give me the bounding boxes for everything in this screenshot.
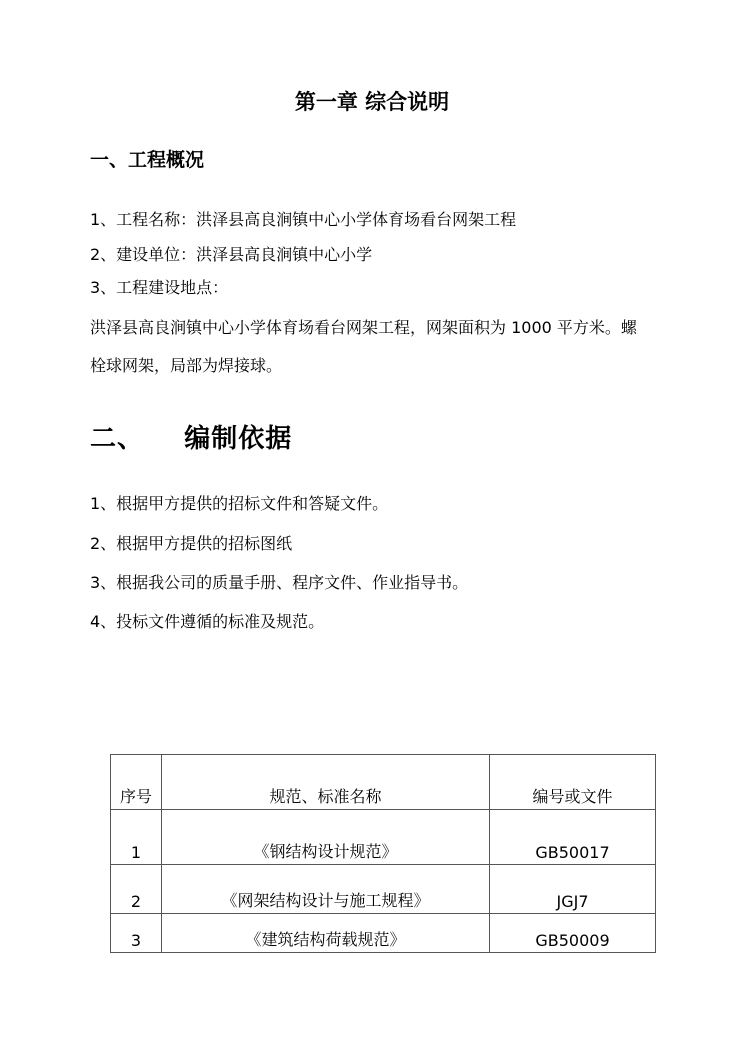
location-paragraph-line-2: 栓球网架，局部为焊接球。 [90, 356, 283, 375]
table-header-row [111, 755, 656, 810]
header-standard-name: 规范、标准名称 [162, 755, 490, 810]
header-index: 序号 [111, 755, 162, 810]
cell-index: 3 [111, 914, 162, 953]
cell-index: 2 [111, 865, 162, 914]
header-code: 编号或文件 [490, 755, 656, 810]
cell-index: 1 [111, 810, 162, 865]
basis-item-2: 2、根据甲方提供的招标图纸 [90, 534, 293, 553]
basis-item-3: 3、根据我公司的质量手册、程序文件、作业指导书。 [90, 573, 469, 592]
location-label-line: 3、工程建设地点： [90, 278, 229, 297]
table-row [111, 810, 656, 865]
basis-item-4: 4、投标文件遵循的标准及规范。 [90, 612, 325, 631]
cell-standard-name: 《网架结构设计与施工规程》 [162, 865, 490, 914]
section-heading-overview: 一、工程概况 [90, 149, 205, 171]
chapter-title: 第一章 综合说明 [294, 90, 450, 114]
cell-code: GB50009 [490, 914, 656, 953]
table-row [111, 865, 656, 914]
client-line: 2、建设单位：洪泽县高良涧镇中心小学 [90, 245, 373, 264]
standards-table [110, 754, 656, 953]
location-paragraph-line-1: 洪泽县高良涧镇中心小学体育场看台网架工程，网架面积为 1000 平方米。螺 [90, 318, 637, 337]
cell-code: GB50017 [490, 810, 656, 865]
table-row [111, 914, 656, 953]
project-name-line: 1、工程名称：洪泽县高良涧镇中心小学体育场看台网架工程 [90, 210, 517, 229]
cell-standard-name: 《建筑结构荷载规范》 [162, 914, 490, 953]
cell-standard-name: 《钢结构设计规范》 [162, 810, 490, 865]
basis-item-1: 1、根据甲方提供的招标文件和答疑文件。 [90, 494, 389, 513]
section-heading-basis: 二、 编制依据 [90, 424, 293, 454]
cell-code: JGJ7 [490, 865, 656, 914]
